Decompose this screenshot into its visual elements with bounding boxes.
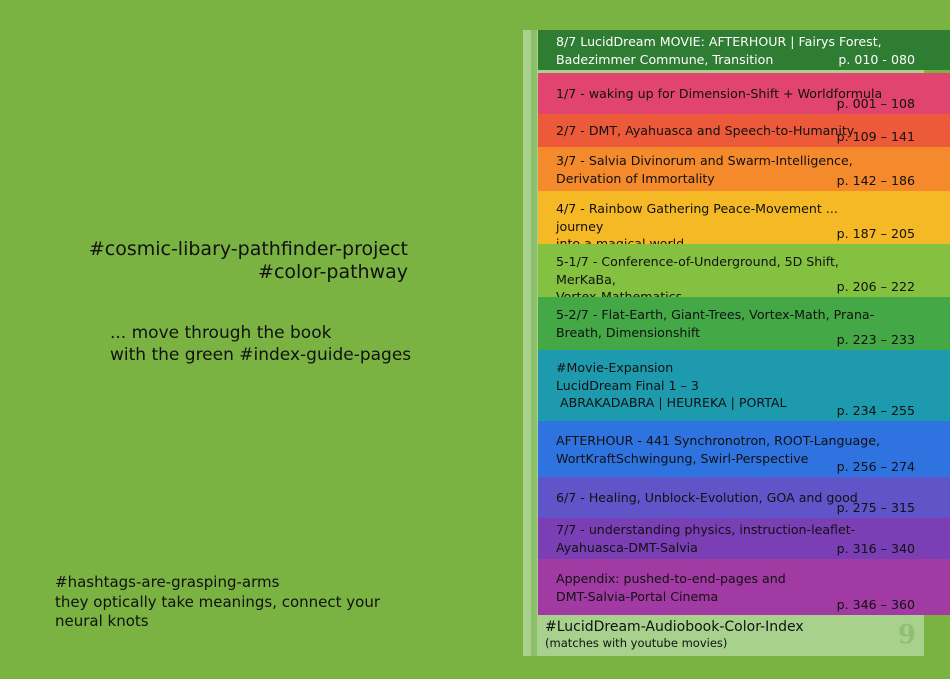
index-entry[interactable] xyxy=(538,559,950,615)
index-entry-title: AFTERHOUR - 441 Synchronotron, ROOT-Language, WortKraftSchwingung, Swirl-Perspective xyxy=(556,433,880,466)
hashtag-note xyxy=(55,573,380,632)
index-entry-pages: p. 187 – 205 xyxy=(836,225,915,241)
index-entry-title: 1/7 - waking up for Dimension-Shift + Worldformula xyxy=(556,86,883,101)
index-entry-title: 7/7 - understanding physics, instruction-leaflet- Ayahuasca-DMT-Salvia xyxy=(556,522,856,555)
index-entry-title: 3/7 - Salvia Divinorum and Swarm-Intelligence, Derivation of Immortality xyxy=(556,153,853,186)
index-entry-title: 5-2/7 - Flat-Earth, Giant-Trees, Vortex-Math, Prana- Breath, Dimensionshift xyxy=(556,307,875,340)
index-footer-title: #LucidDream-Audiobook-Color-Index xyxy=(545,619,804,635)
index-entry-pages: p. 142 – 186 xyxy=(836,172,915,188)
index-entry[interactable] xyxy=(538,114,950,147)
index-entry-pages: p. 346 – 360 xyxy=(836,596,915,612)
index-rule xyxy=(531,30,537,656)
index-entry-title: 8/7 LucidDream MOVIE: AFTERHOUR | Fairys Forest, Badezimmer Commune, Transition xyxy=(556,34,882,67)
index-entry-pages: p. 234 – 255 xyxy=(836,402,915,418)
page-number: 9 xyxy=(897,620,916,650)
hashtag-note-line: neural knots xyxy=(55,612,149,630)
index-entry-title: 2/7 - DMT, Ayahuasca and Speech-to-Humanity xyxy=(556,123,855,138)
index-entry[interactable] xyxy=(538,147,950,191)
index-entry-title: 4/7 - Rainbow Gathering Peace-Movement ... journey xyxy=(556,201,838,234)
navigation-hint xyxy=(110,322,411,366)
index-entry[interactable] xyxy=(538,30,950,70)
project-hashtags xyxy=(60,238,408,284)
index-entry-title: #Movie-Expansion LucidDream Final 1 – 3 ABRAKADABRA | HEUREKA | PORTAL xyxy=(556,360,787,410)
index-entry-title: 5-1/7 - Conference-of-Underground, 5D Shift, MerKaBa, xyxy=(556,254,839,287)
index-entry[interactable] xyxy=(538,518,950,559)
index-entry[interactable] xyxy=(538,191,950,244)
hashtag-note-line: they optically take meanings, connect your xyxy=(55,592,381,611)
index-footer xyxy=(545,618,804,650)
index-entry-pages: p. 010 - 080 xyxy=(838,51,915,67)
index-entry-pages: p. 109 – 141 xyxy=(836,128,915,144)
index-entry[interactable] xyxy=(538,297,950,350)
index-entry-title: 6/7 - Healing, Unblock-Evolution, GOA and good xyxy=(556,490,858,505)
index-entry[interactable] xyxy=(538,421,950,477)
index-entry[interactable] xyxy=(538,244,950,297)
navigation-hint-line: with the green #index-guide-pages xyxy=(110,345,412,365)
index-entry-pages: p. 223 – 233 xyxy=(836,331,915,347)
index-entry-pages: p. 001 – 108 xyxy=(836,95,915,111)
index-entry[interactable] xyxy=(538,73,950,114)
index-footer-subtitle: (matches with youtube movies) xyxy=(545,636,728,650)
hashtag-note-line: #hashtags-are-grasping-arms xyxy=(55,573,280,591)
project-hashtag-line: #cosmic-libary-pathfinder-project xyxy=(88,238,408,260)
project-hashtag-line: #color-pathway xyxy=(258,261,408,283)
index-entry[interactable] xyxy=(538,477,950,518)
index-entry[interactable] xyxy=(538,350,950,421)
index-entry-title: Appendix: pushed-to-end-pages and DMT-Salvia-Portal Cinema xyxy=(556,571,786,604)
index-entry-pages: p. 275 – 315 xyxy=(836,499,915,515)
index-entry-pages: p. 256 – 274 xyxy=(836,458,915,474)
index-entry-pages: p. 206 – 222 xyxy=(836,278,915,294)
navigation-hint-line: ... move through the book xyxy=(110,323,332,343)
index-entry-pages: p. 316 – 340 xyxy=(836,540,915,556)
